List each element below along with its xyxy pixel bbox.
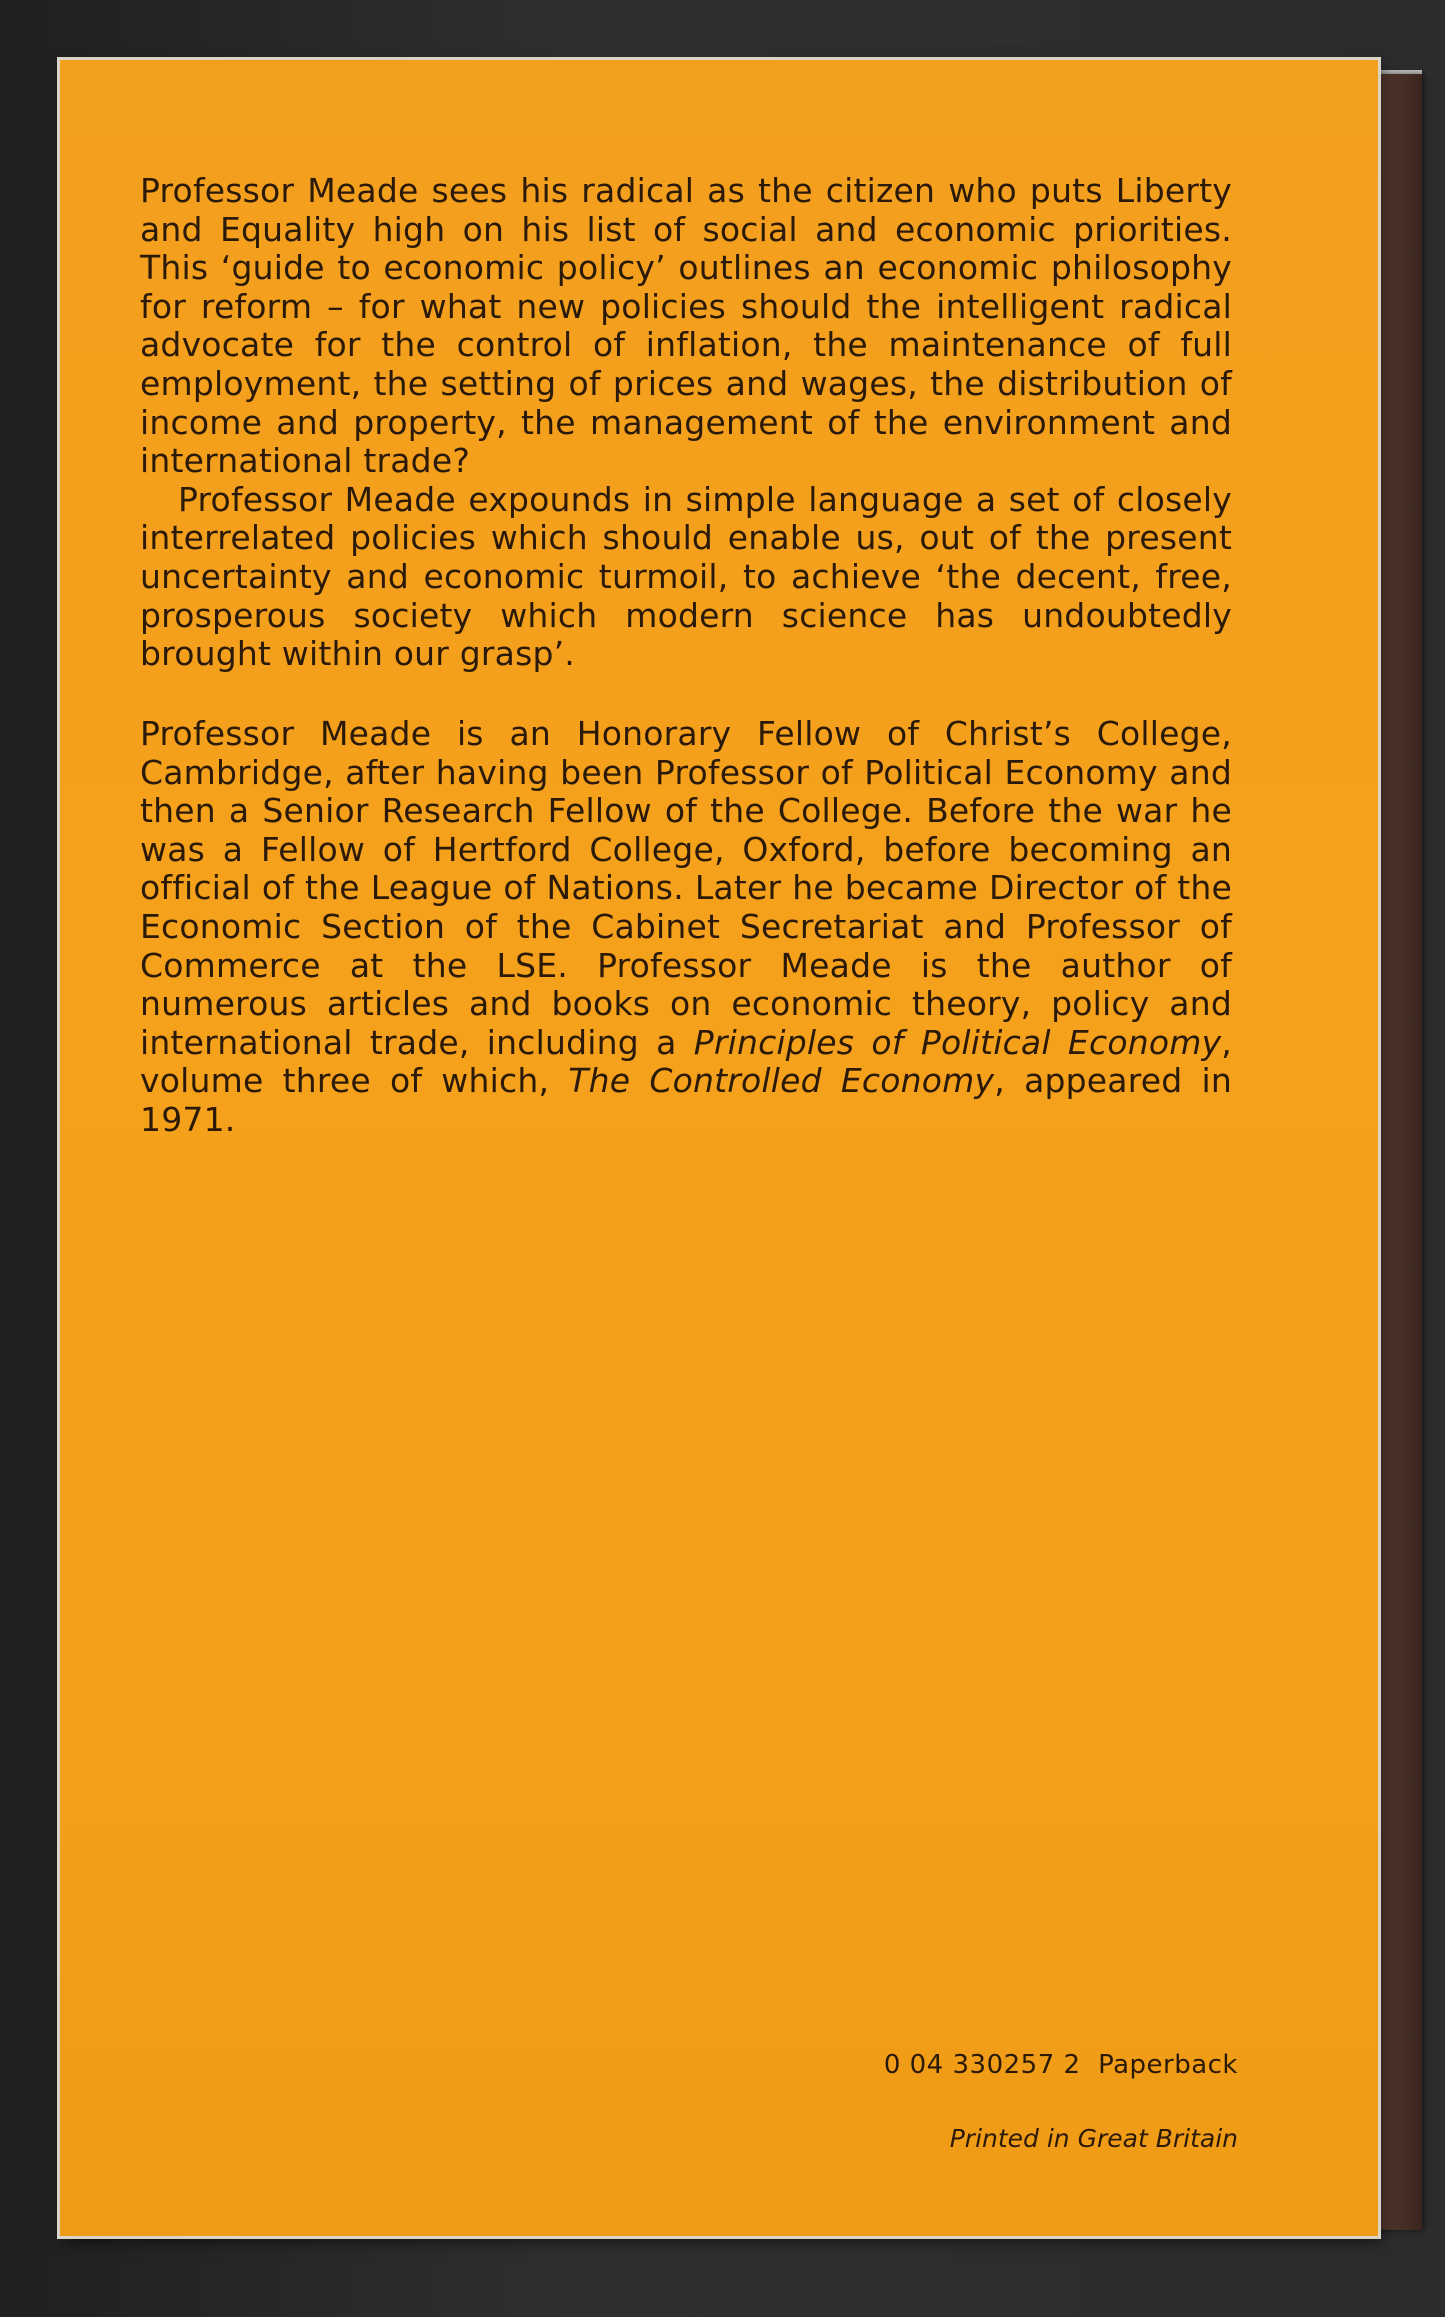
author-bio-paragraph xyxy=(140,715,1232,1140)
book-back-cover xyxy=(60,60,1378,2236)
author-bio-section xyxy=(140,715,1232,1140)
isbn-line: 0 04 330257 2 Paperback xyxy=(883,2050,1238,2080)
author-bio-text-1: Professor Meade is an Honorary Fellow of Christ’s College, Cambridge, after having been Professor of Political Economy and then a Senior Research Fellow of the College. Before the war he was a Fellow of Hertford College, Oxford, before becoming an official of the League of Nations. Later he became Director of the Economic Section of the Cabinet Secretariat and Professor of Commerce at the LSE. Professor Meade is the author of numerous articles and books on economic theory, policy and international trade, including a xyxy=(140,714,1232,1062)
book-title-principles: Principles of Political Economy xyxy=(693,1022,1222,1062)
book-title-controlled-economy: The Controlled Economy xyxy=(568,1061,995,1101)
blurb-section xyxy=(140,172,1232,674)
printed-in-line: Printed in Great Britain xyxy=(949,2124,1238,2153)
author-bio-text-2: , volume three of which, xyxy=(140,1022,1232,1101)
blurb-paragraph-1: Professor Meade sees his radical as the citizen who puts Liberty and Equality high on his list of social and economic priorities. This ‘guide to economic policy’ outlines an economic philosophy for reform – for what new policies should the intelligent radical advocate for the control of inflation, the maintenance of full employment, the setting of prices and wages, the distribution of income and property, the management of the environment and international trade? xyxy=(140,171,1232,481)
blurb-paragraph-2: Professor Meade expounds in simple language a set of closely interrelated policies which should enable us, out of the present uncertainty and economic turmoil, to achieve ‘the decent, free, prosperous society which modern science has undoubtedly brought within our grasp’. xyxy=(140,479,1232,674)
author-bio-text-3: , appeared in 1971. xyxy=(140,1061,1233,1139)
